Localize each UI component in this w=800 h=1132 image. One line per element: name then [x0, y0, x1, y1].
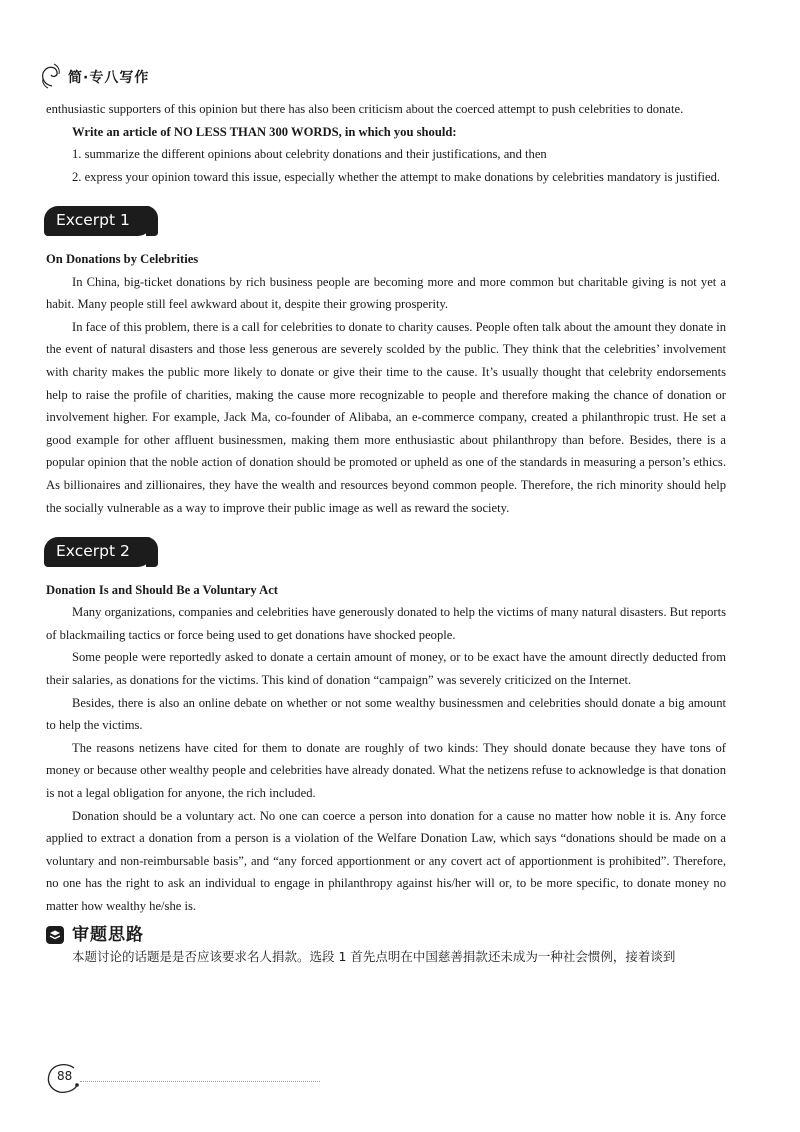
excerpt-1-paragraph: In face of this problem, there is a call for celebrities to donate to charity causes. People often talk about the amount they donate in the event of natural disasters and those less generous are severely scolded by the public. They think that the celebrities’ involvement with charity makes the public more likely to donate or give their time to the cause. It’s usually thought that celebrity endorsements help to raise the profile of charities, making the cause more recognizable to people and therefore making the chance of donation or involvement higher. For example, Jack Ma, co-founder of Alibaba, an e-commerce company, created a philanthropic trust. He set a good example for other affluent businessmen, making them more enthusiastic about philanthropy than before. Besides, there is a popular opinion that the noble action of donation should be promoted or upheld as one of the standards in measuring a person’s ethics. As billionaires and zillionaires, they have the wealth and resources beyond common people. Therefore, the rich minority should help the socially vulnerable as a way to improve their public image as well as reward the society. [46, 319, 726, 515]
task-item-1: 1. summarize the different opinions about celebrity donations and their justifications, and then [72, 147, 547, 162]
excerpt-2-paragraph: Donation should be a voluntary act. No one can coerce a person into donation for a cause no matter how noble it is. Any force applied to extract a donation from a person is a violation of the Welfare Donation Law, which says “donations should be made on a voluntary and non-reimbursable basis”, and “any forced apportionment or any covert act of apportionment is prohibited”. Therefore, no one has the right to ask an individual to engage in philanthropy against his/her will or, to be more specific, to donate money no matter how wealthy he/she is. [46, 808, 726, 913]
excerpt-2-paragraph: The reasons netizens have cited for them to donate are roughly of two kinds: They should donate because they have tons of money or because other wealthy people and celebrities have already donated. What the netizens refuse to acknowledge is that donation is not a legal obligation for anyone, the rich included. [46, 740, 726, 801]
excerpt-2-badge: Excerpt 2 [44, 537, 152, 567]
excerpt-2-paragraph: Many organizations, companies and celebrities have generously donated to help the victims of many natural disasters. But reports of blackmailing tactics or force being used to get donations have shocked people. [46, 605, 726, 642]
excerpt-1-title: On Donations by Celebrities [46, 251, 199, 266]
analysis-heading [46, 924, 726, 947]
intro-paragraph: enthusiastic supporters of this opinion but there has also been criticism about the coerced attempt to push celebrities to donate. [46, 102, 684, 116]
page-header [38, 62, 238, 92]
page-number [44, 1060, 84, 1100]
analysis-heading-text: 审题思路 [72, 924, 144, 945]
book-title: 简·专八写作 [68, 70, 150, 86]
task-heading: Write an article of NO LESS THAN 300 WORDS, in which you should: [72, 124, 457, 139]
excerpt-1-paragraph: In China, big-ticket donations by rich business people are becoming more and more common but charitable giving is not yet a habit. Many people still feel awkward about it, despite their growing prosperity. [46, 274, 726, 312]
excerpt-2-title: Donation Is and Should Be a Voluntary Act [46, 582, 279, 597]
excerpt-2-paragraph: Some people were reportedly asked to donate a certain amount of money, or to be exact have the amount directly deducted from their salaries, as donations for the victims. This kind of donation “campaign” was severely criticized on the Internet. [46, 650, 726, 688]
swirl-logo-icon [38, 62, 66, 90]
analysis-paragraph: 本题讨论的话题是是否应该要求名人捐款。选段 1 首先点明在中国慈善捐款还未成为一种社会惯例，接着谈到 [72, 949, 676, 965]
excerpt-1-badge: Excerpt 1 [44, 206, 152, 236]
main-content [46, 98, 726, 969]
excerpt-2-paragraph: Besides, there is also an online debate on whether or not some wealthy businessmen and celebrities should donate a big amount to help the victims. [46, 695, 726, 733]
layers-icon [46, 926, 64, 944]
task-item-2: 2. express your opinion toward this issue, especially whether the attempt to make donations by celebrities mandatory is justified. [72, 169, 721, 184]
footer-divider [80, 1081, 320, 1082]
page-number-text: 88 [57, 1069, 73, 1083]
